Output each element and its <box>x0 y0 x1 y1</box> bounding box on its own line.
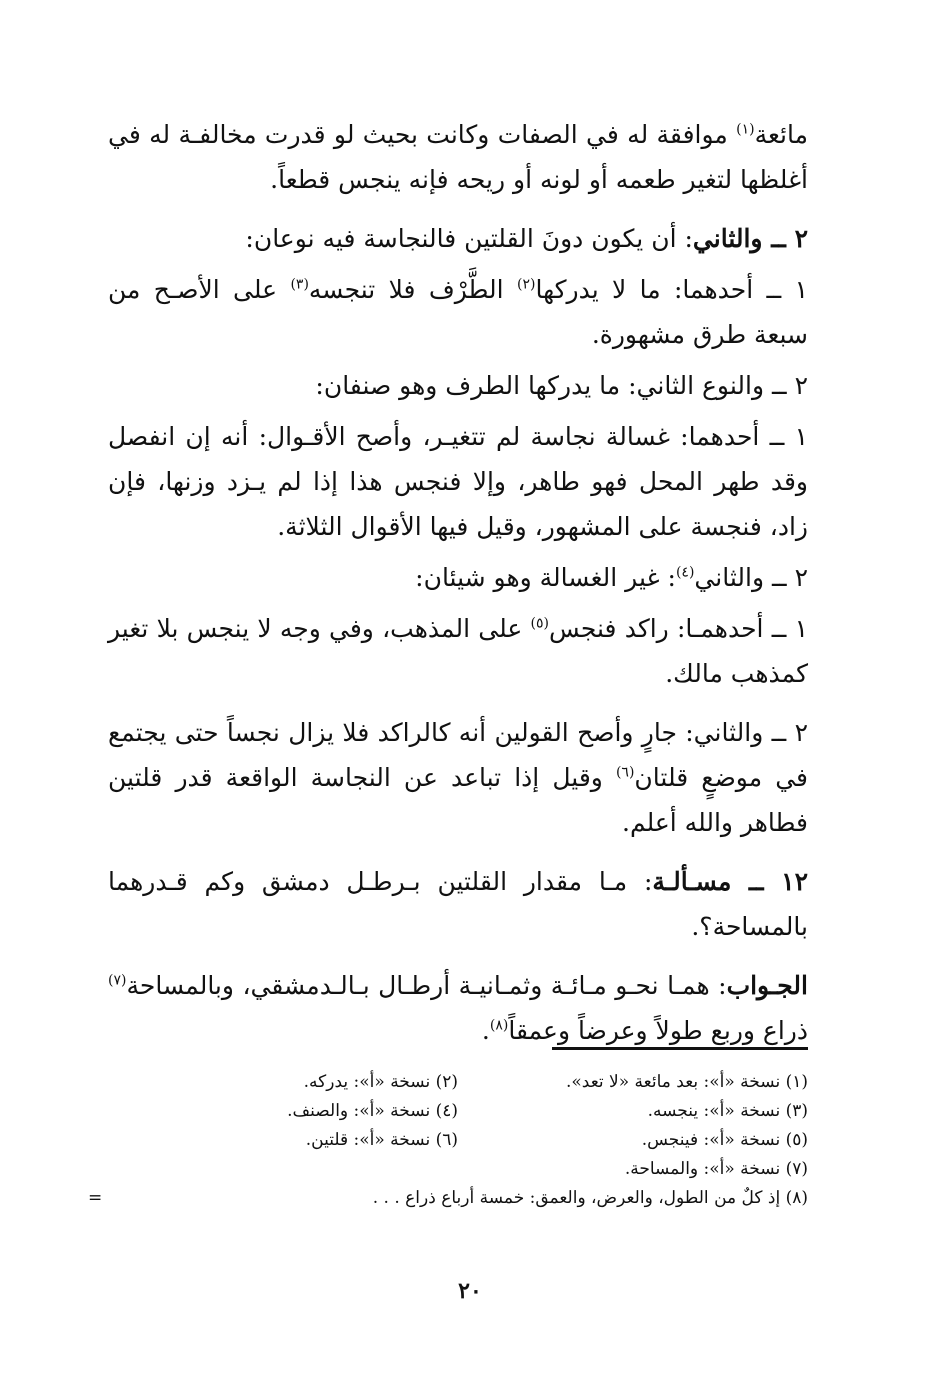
footnote-row <box>108 1068 808 1097</box>
footnote-row <box>88 1184 808 1213</box>
footnote-marker: (١) <box>736 121 755 138</box>
text-run: الطَّرْف فلا تنجسه <box>308 275 517 304</box>
text-run: على الأصـح من سبعة طرق مشهورة. <box>108 275 808 349</box>
text-run: وقيل إذا تباعد عن النجاسة الواقعة قدر قلتين فطاهر والله أعلم. <box>108 763 808 837</box>
text-run: ذراع وربع طولاً وعرضاً وعمقاً <box>508 1016 808 1045</box>
footnote-marker: (٣) <box>290 276 309 293</box>
bold-heading: ١٢ ــ مسـألـة <box>652 867 808 896</box>
text-run: ٢ ــ والثاني: جارٍ وأصح القولين أنه كالراكد فلا يزال نجساً حتى يجتمع في موضعٍ قلتان <box>108 718 808 792</box>
footnote-row <box>108 1155 808 1184</box>
paragraph <box>108 963 808 1053</box>
text-run: موافقة له في الصفات وكانت بحيث لو قدرت مخالفـة له في أغلظها لتغير طعمه أو لونه أو ريحه فإنه ينجس قطعاً. <box>108 120 808 194</box>
footnote: (٢) نسخة «أ»: يدركه. <box>303 1072 458 1092</box>
paragraph <box>108 414 808 549</box>
text-run: . <box>481 1016 490 1045</box>
footnote: (٧) نسخة «أ»: والمساحة. <box>624 1159 808 1179</box>
footnote-row <box>108 1097 808 1126</box>
footnote <box>108 1155 458 1184</box>
footnote-marker: (٧) <box>108 972 127 989</box>
footnote: (٨) إذ كلٌ من الطول، والعرض، والعمق: خمسة أرباع ذراع . . . <box>372 1188 808 1208</box>
footnote-marker: (٦) <box>615 764 635 781</box>
footnote: (٤) نسخة «أ»: والصنف. <box>287 1101 458 1121</box>
footnotes <box>88 1068 808 1213</box>
continuation-mark: = <box>88 1188 103 1208</box>
footnote-marker: (٤) <box>675 564 695 581</box>
footnote-marker: (٨) <box>489 1017 509 1034</box>
paragraph <box>108 363 808 408</box>
footnote: (١) نسخة «أ»: بعد مائعة «لا تعد». <box>565 1072 808 1092</box>
footnote: (٣) نسخة «أ»: ينجسه. <box>647 1101 808 1121</box>
bold-heading: الجـواب <box>726 971 808 1000</box>
page-number: ٢٠ <box>458 1278 482 1304</box>
paragraph <box>108 555 808 600</box>
main-text <box>108 112 808 1059</box>
paragraph <box>108 112 808 202</box>
footnote-row <box>108 1126 808 1155</box>
text-run: ١ ــ أحدهما: ما لا يدركها <box>535 275 809 304</box>
text-run: ٢ ــ والثاني <box>694 563 808 592</box>
text-run: ١ ــ أحدهمـا: راكد فنجس <box>548 614 808 643</box>
text-run: : غير الغسالة وهو شيئان: <box>415 563 676 592</box>
text-run: : مـا مقدار القلتين بـرطـل دمشق وكم قـدرهما بالمساحة؟. <box>108 867 808 941</box>
text-run: : أن يكون دونَ القلتين فالنجاسة فيه نوعان: <box>245 224 693 253</box>
footnote-marker: (٢) <box>516 276 536 293</box>
paragraph <box>108 606 808 696</box>
text-run: مائعة <box>754 120 808 149</box>
footnote: (٥) نسخة «أ»: فينجس. <box>641 1130 808 1150</box>
footnote-separator <box>552 1047 808 1050</box>
text-run: : همـا نحـو مـائـة وثمـانيـة أرطـال بـالـدمشقي، وبالمساحة <box>126 971 727 1000</box>
footnote: (٦) نسخة «أ»: قلتين. <box>305 1130 458 1150</box>
text-run: ١ ــ أحدهما: غسالة نجاسة لم تتغيـر، وأصح الأقـوال: أنه إن انفصل وقد طهر المحل فهو طاهر، وإلا فنجس هذا إذا لم يـزد وزنها، فإن زاد، فنجسة على المشهور، وقيل فيها الأقوال الثلاثة. <box>108 422 808 541</box>
paragraph <box>108 710 808 845</box>
footnote-marker: (٥) <box>530 615 549 632</box>
paragraph <box>108 859 808 949</box>
text-run: ٢ ــ والنوع الثاني: ما يدركها الطرف وهو صنفان: <box>315 371 808 400</box>
paragraph <box>108 267 808 357</box>
text-run: على المذهب، وفي وجه لا ينجس بلا تغير كمذهب مالك. <box>108 614 808 688</box>
bold-heading: ٢ ــ والثاني <box>692 224 808 253</box>
paragraph <box>108 216 808 261</box>
